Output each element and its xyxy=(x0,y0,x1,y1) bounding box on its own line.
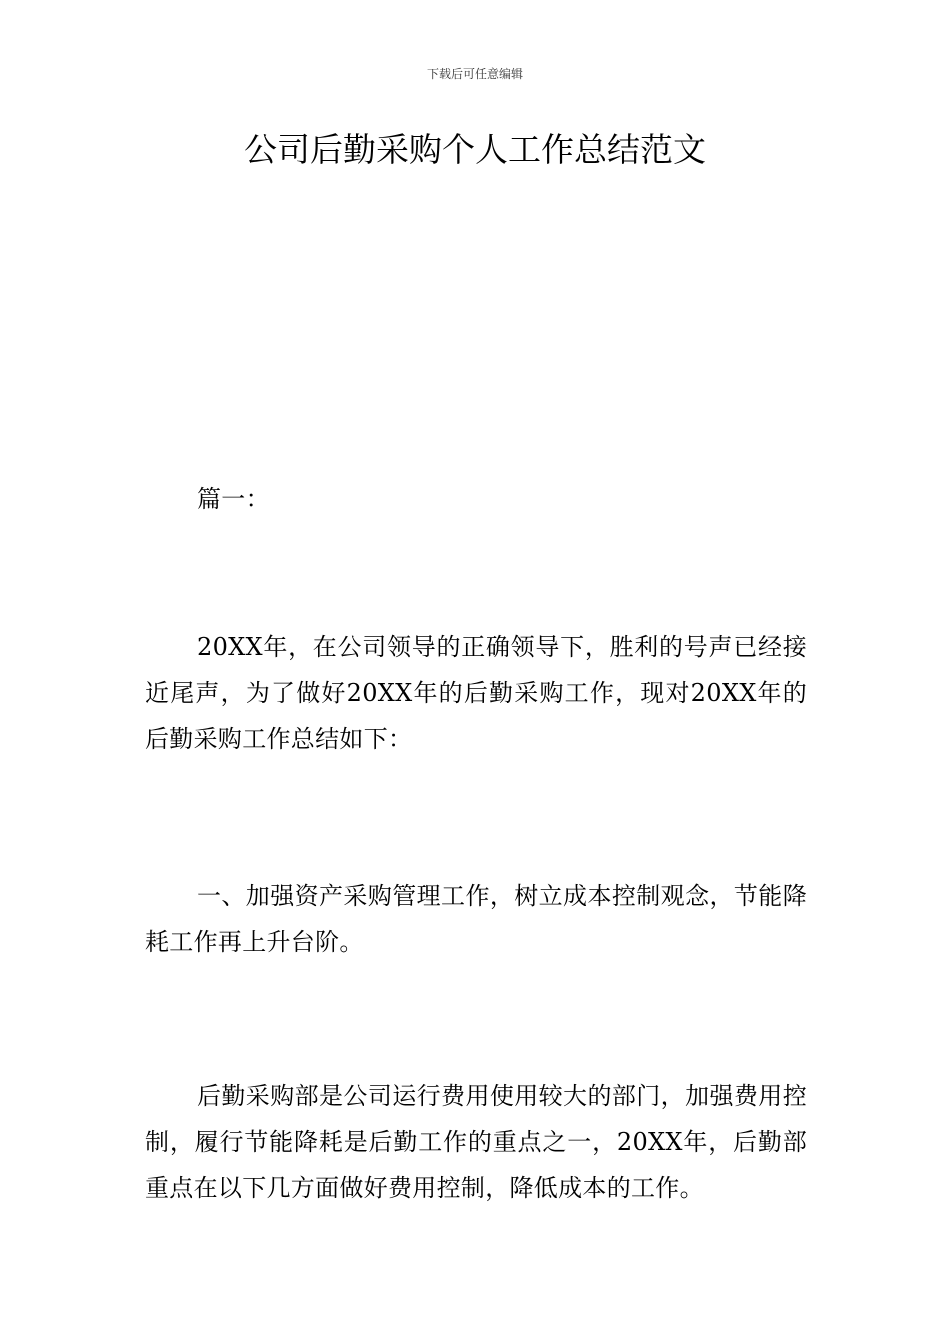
document-title: 公司后勤采购个人工作总结范文 xyxy=(244,130,706,169)
header-note: 下载后可任意编辑 xyxy=(426,67,523,81)
section-heading: 篇一： xyxy=(197,485,270,513)
point-one-body: 后勤采购部是公司运行费用使用较大的部门，加强费用控制，履行节能降耗是后勤工作的重点之一，20XX年，后勤部重点在以下几方面做好费用控制，降低成本的工作。 xyxy=(145,1082,807,1202)
point-one-heading: 一、加强资产采购管理工作，树立成本控制观念，节能降耗工作再上升台阶。 xyxy=(145,882,807,956)
intro-paragraph: 20XX年，在公司领导的正确领导下，胜利的号声已经接近尾声，为了做好20XX年的后勤采购工作，现对20XX年的后勤采购工作总结如下： xyxy=(145,633,807,753)
